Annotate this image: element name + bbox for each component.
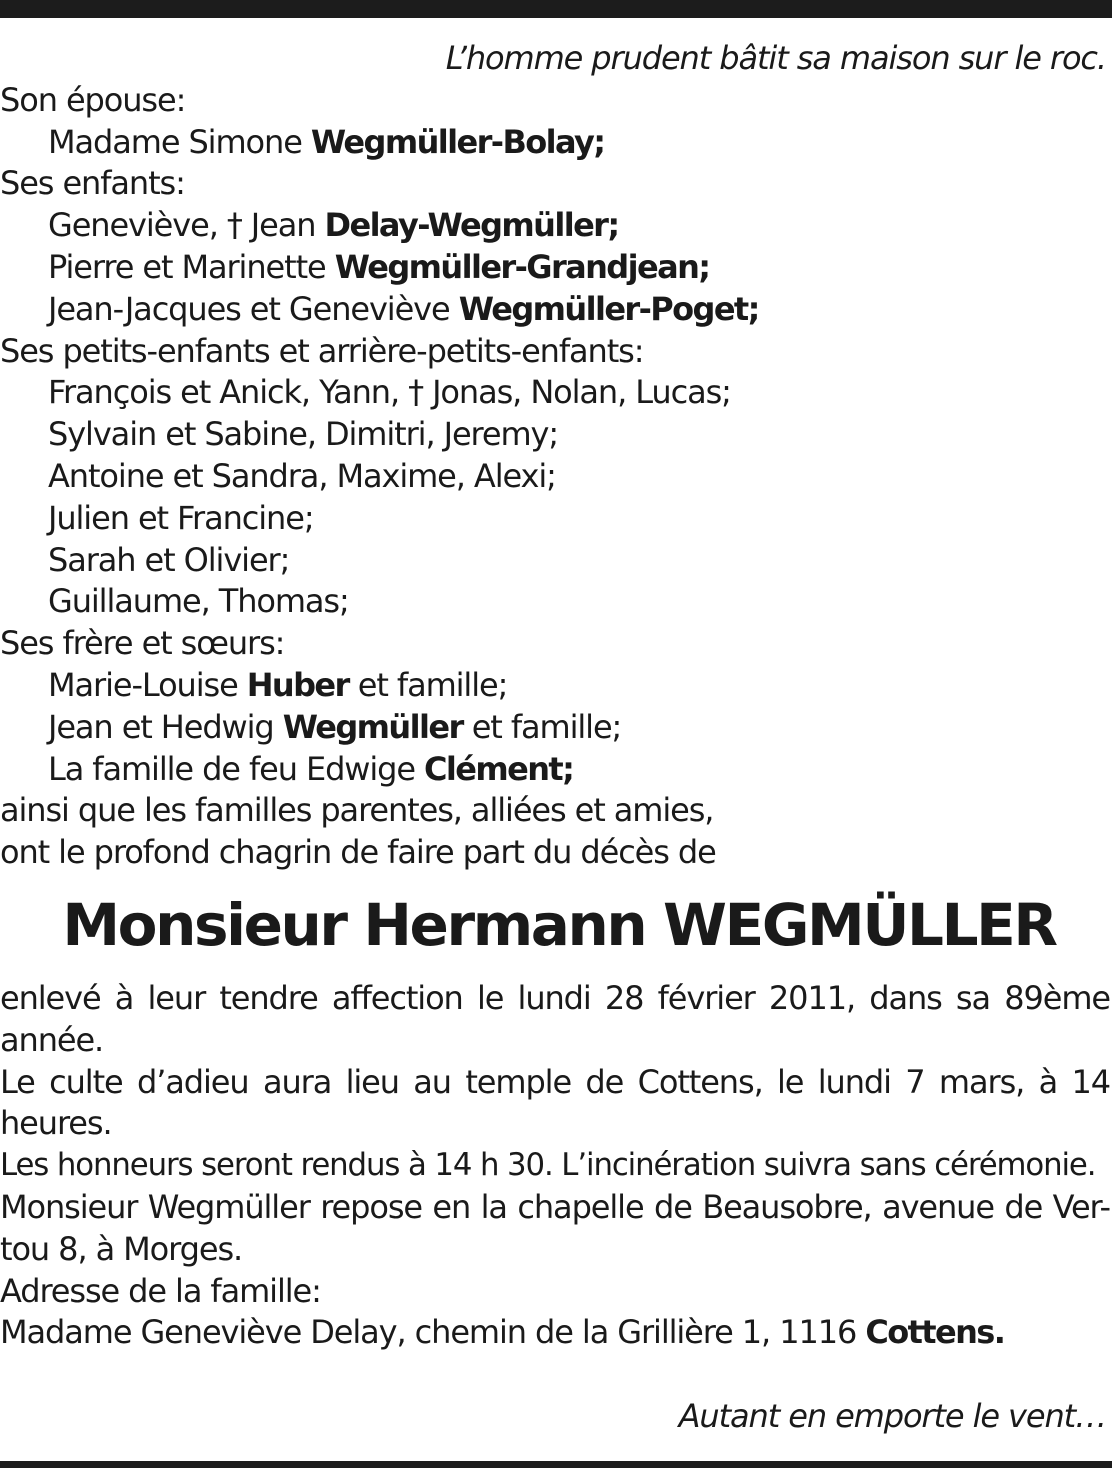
obituary-notice bbox=[0, 38, 1110, 1438]
closing-quote: Autant en emporte le vent… bbox=[678, 1397, 1106, 1436]
bottom-rule bbox=[0, 1461, 1112, 1468]
details-line: Monsieur Wegmüller repose en la chapelle de Beausobre, avenue de Ver- bbox=[0, 1187, 1110, 1226]
grandchildren-heading: Ses petits-enfants et arrière-petits-enfants: bbox=[0, 331, 644, 370]
grandchild-entry: Julien et Francine; bbox=[48, 498, 314, 537]
spouse-heading: Son épouse: bbox=[0, 80, 186, 119]
details-line: Les honneurs seront rendus à 14 h 30. L’incinération suivra sans cérémonie. bbox=[0, 1147, 1096, 1184]
grandchild-entry: Sylvain et Sabine, Dimitri, Jeremy; bbox=[48, 415, 559, 454]
child-entry: Jean-Jacques et Geneviève Wegmüller-Poget; bbox=[48, 289, 759, 328]
sibling-entry: La famille de feu Edwige Clément; bbox=[48, 749, 574, 788]
details-line: enlevé à leur tendre affection le lundi 28 février 2011, dans sa 89ème bbox=[0, 978, 1110, 1017]
sibling-entry: Jean et Hedwig Wegmüller et famille; bbox=[48, 707, 622, 746]
details-line: tou 8, à Morges. bbox=[0, 1229, 243, 1268]
announce-line: ont le profond chagrin de faire part du décès de bbox=[0, 833, 716, 872]
details-line: heures. bbox=[0, 1104, 112, 1143]
children-heading: Ses enfants: bbox=[0, 164, 185, 203]
details-line: année. bbox=[0, 1020, 104, 1059]
spacer bbox=[0, 1354, 1110, 1396]
child-entry: Geneviève, † Jean Delay-Wegmüller; bbox=[48, 206, 619, 245]
motto: L’homme prudent bâtit sa maison sur le roc. bbox=[445, 39, 1106, 77]
grandchild-entry: Antoine et Sandra, Maxime, Alexi; bbox=[48, 456, 556, 495]
deceased-name: Monsieur Hermann WEGMÜLLER bbox=[62, 890, 1056, 959]
families-line: ainsi que les familles parentes, alliées et amies, bbox=[0, 791, 714, 830]
details-line: Le culte d’adieu aura lieu au temple de Cottens, le lundi 7 mars, à 14 bbox=[0, 1062, 1110, 1101]
grandchild-entry: Sarah et Olivier; bbox=[48, 540, 290, 579]
spouse-name: Madame Simone Wegmüller-Bolay; bbox=[48, 122, 605, 161]
sibling-entry: Marie-Louise Huber et famille; bbox=[48, 665, 508, 704]
siblings-heading: Ses frère et sœurs: bbox=[0, 624, 285, 663]
grandchild-entry: François et Anick, Yann, † Jonas, Nolan, Lucas; bbox=[48, 373, 731, 412]
top-rule bbox=[0, 0, 1112, 18]
family-address-heading: Adresse de la famille: bbox=[0, 1271, 321, 1310]
grandchild-entry: Guillaume, Thomas; bbox=[48, 582, 349, 621]
child-entry: Pierre et Marinette Wegmüller-Grandjean; bbox=[48, 247, 710, 286]
family-address: Madame Geneviève Delay, chemin de la Grillière 1, 1116 Cottens. bbox=[0, 1313, 1005, 1352]
